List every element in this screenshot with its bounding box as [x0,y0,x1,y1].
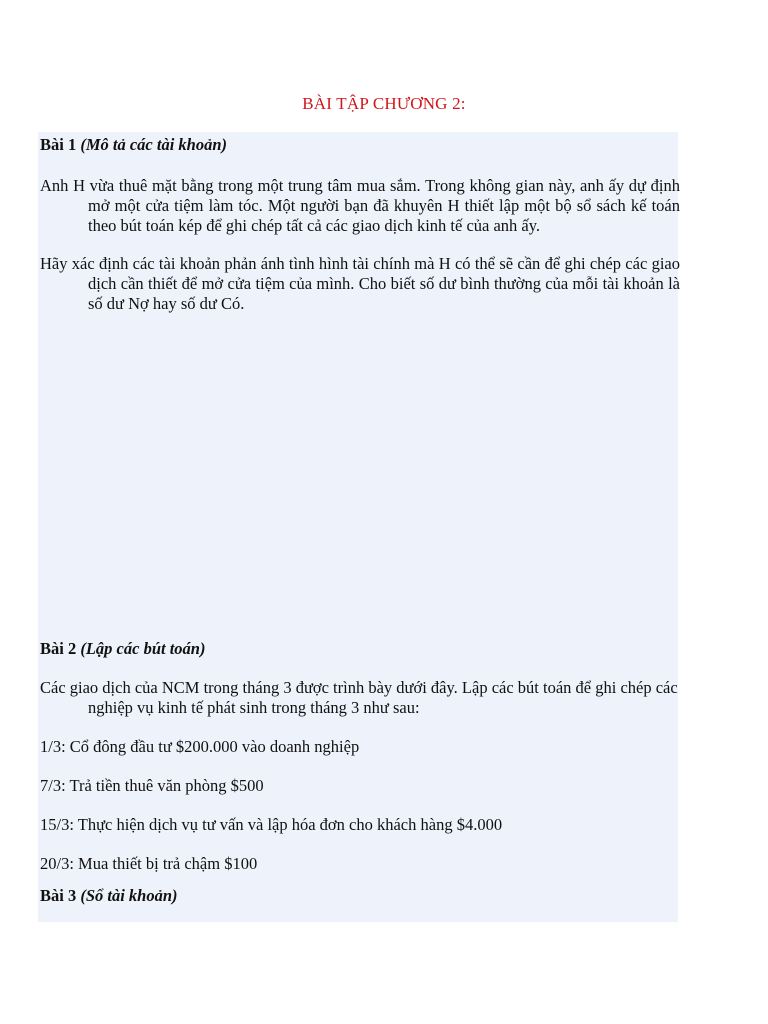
page-title: BÀI TẬP CHƯƠNG 2: [302,94,466,113]
transaction-item: 15/3: Thực hiện dịch vụ tư vấn và lập hóa đơn cho khách hàng $4.000 [40,815,503,834]
exercise-1-subtitle: (Mô tả các tài khoản) [80,135,228,154]
exercise-1-heading [40,135,680,155]
exercise-3-subtitle: (Sổ tài khoản) [80,886,178,905]
exercise-2-intro: Các giao dịch của NCM trong tháng 3 được trình bày dưới đây. Lập các bút toán để ghi chép các nghiệp vụ kinh tế phát sinh trong tháng 3 như sau: [40,678,678,717]
transaction-item: 1/3: Cổ đông đầu tư $200.000 vào doanh nghiệp [40,737,360,756]
exercise-1-label: Bài 1 [40,135,77,154]
transaction-item: 20/3: Mua thiết bị trả chậm $100 [40,854,258,873]
exercise-2-label: Bài 2 [40,639,77,658]
exercise-1-paragraph-2: Hãy xác định các tài khoản phản ánh tình hình tài chính mà H có thể sẽ cần để ghi chép các giao dịch cần thiết để mở cửa tiệm của mình. Cho biết số dư bình thường của mỗi tài khoản là số dư Nợ hay số dư Có. [40,254,680,313]
exercise-3-heading [40,886,680,906]
exercise-2-heading [40,639,680,659]
exercise-1-paragraph-1: Anh H vừa thuê mặt bằng trong một trung tâm mua sắm. Trong không gian này, anh ấy dự định mở một cửa tiệm làm tóc. Một người bạn đã khuyên H thiết lập một bộ sổ sách kế toán theo bút toán kép để ghi chép tất cả các giao dịch kinh tế của anh ấy. [40,176,680,235]
exercise-2-subtitle: (Lập các bút toán) [80,639,206,658]
transaction-item: 7/3: Trả tiền thuê văn phòng $500 [40,776,264,795]
exercise-3-label: Bài 3 [40,886,77,905]
document-body [40,133,680,906]
